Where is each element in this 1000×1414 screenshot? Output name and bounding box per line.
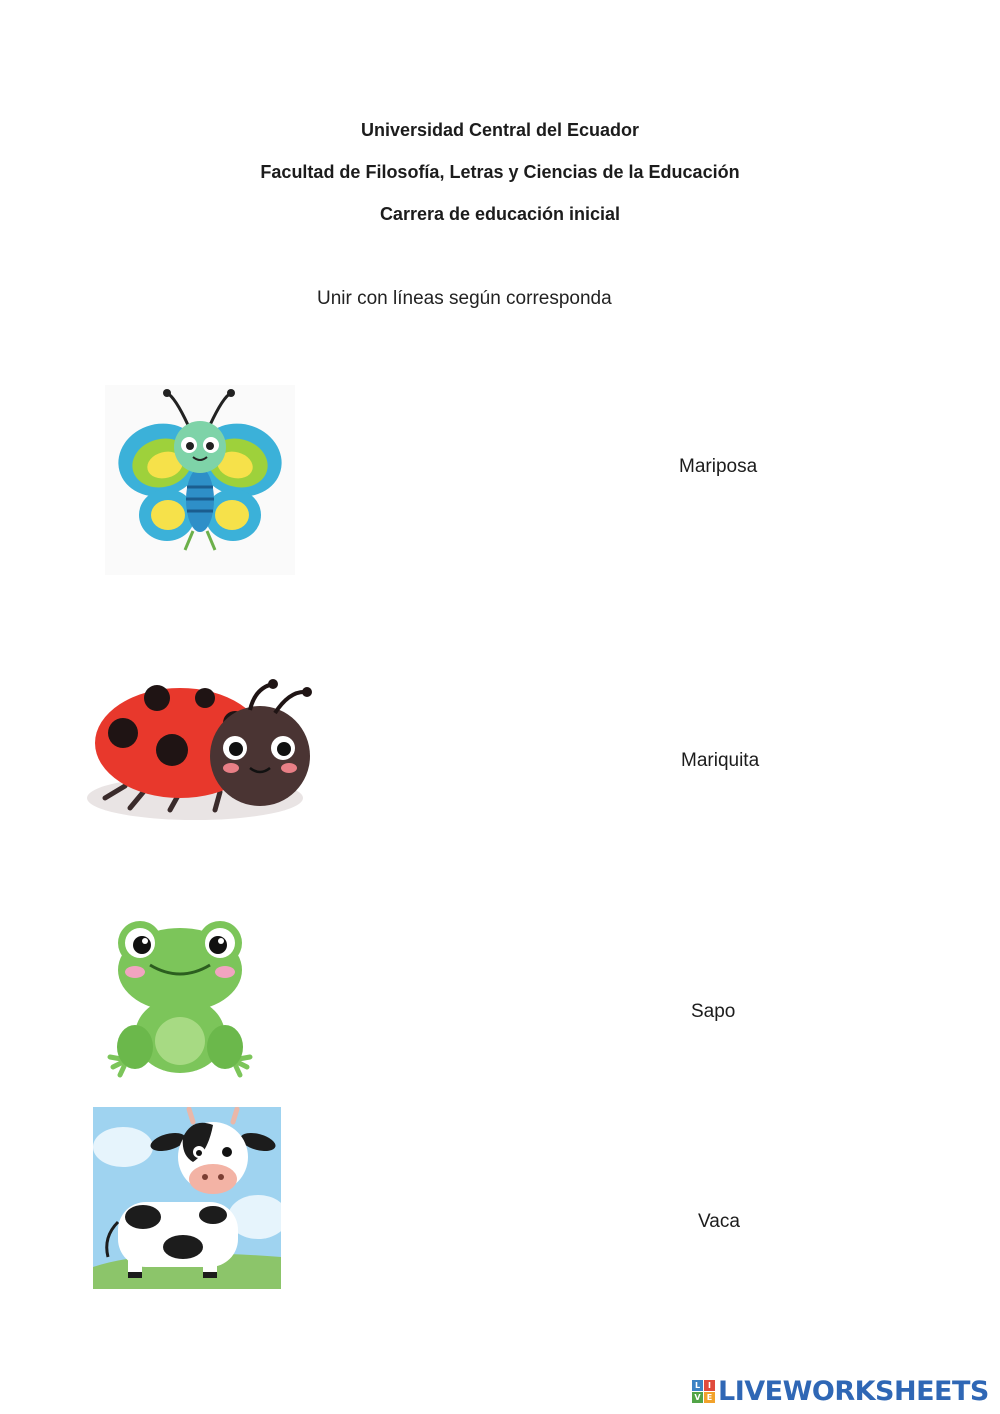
- word-sapo[interactable]: Sapo: [691, 1001, 736, 1022]
- butterfly-icon: [105, 385, 295, 575]
- career-title: Carrera de educación inicial: [379, 204, 621, 224]
- logo-mark-icon: [692, 1380, 715, 1403]
- instruction-text: Unir con líneas según corresponda: [317, 288, 612, 309]
- cow-icon: [93, 1107, 281, 1295]
- word-mariquita[interactable]: Mariquita: [681, 750, 760, 771]
- logo-tile-l: L: [692, 1380, 703, 1391]
- word-mariposa[interactable]: Mariposa: [679, 456, 758, 477]
- faculty-title: Facultad de Filosofía, Letras y Ciencias de la Educación: [260, 162, 740, 182]
- logo-tile-v: V: [692, 1392, 703, 1403]
- liveworksheets-logo: [692, 1374, 989, 1408]
- ladybug-picture[interactable]: [85, 668, 315, 828]
- word-vaca[interactable]: Vaca: [698, 1211, 740, 1232]
- logo-tile-i: I: [704, 1380, 715, 1391]
- frog-picture[interactable]: [105, 915, 255, 1080]
- ladybug-icon: [85, 668, 315, 828]
- university-title: Universidad Central del Ecuador: [360, 120, 640, 140]
- cow-picture[interactable]: [93, 1107, 281, 1295]
- frog-icon: [105, 915, 255, 1080]
- brand-name: LIVEWORKSHEETS: [718, 1375, 989, 1407]
- butterfly-picture[interactable]: [105, 385, 295, 575]
- logo-tile-e: E: [704, 1392, 715, 1403]
